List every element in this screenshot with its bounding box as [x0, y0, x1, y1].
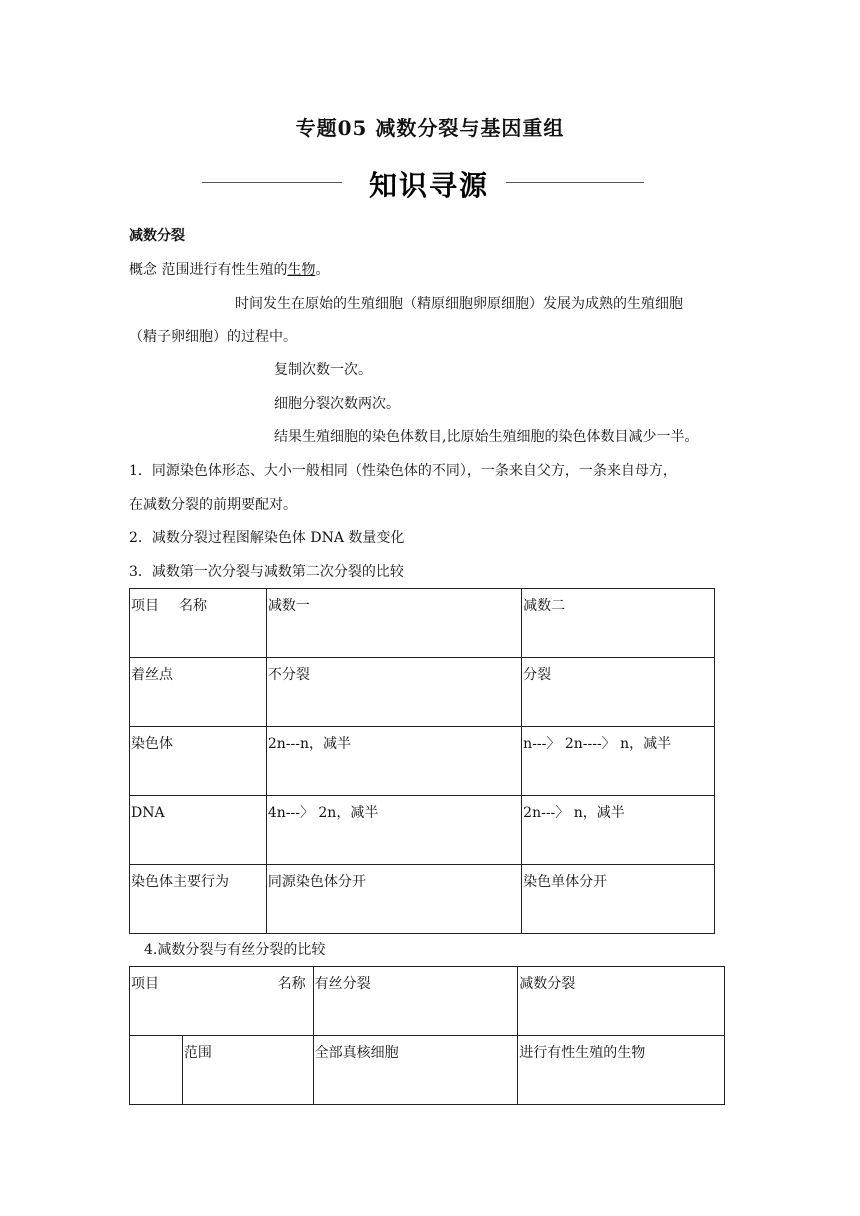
table-cell: 2n---〉 n，减半 [522, 796, 715, 865]
row-label: 染色体主要行为 [130, 865, 267, 934]
page-title: 专题05 减数分裂与基因重组 [295, 116, 565, 140]
table-cell: 2n---n，减半 [266, 727, 521, 796]
concept-scope-underlined: 生物 [287, 262, 316, 278]
point-1-line2: 在减数分裂的前期要配对。 [129, 497, 297, 513]
table-row [130, 865, 715, 934]
table-cell: 进行有性生殖的生物 [518, 1036, 725, 1105]
table-header-cell: 减数二 [522, 589, 715, 658]
table-cell: 全部真核细胞 [313, 1036, 518, 1105]
table-header-cell [130, 589, 267, 658]
header-item: 项目 [131, 598, 159, 614]
point-2: 2．减数分裂过程图解染色体 DNA 数量变化 [129, 530, 405, 546]
row-label: DNA [130, 796, 267, 865]
banner-rule-right [506, 182, 644, 183]
concept-replication: 复制次数一次。 [274, 362, 372, 378]
concept-result: 结果生殖细胞的染色体数目,比原始生殖细胞的染色体数目减少一半。 [274, 429, 699, 445]
table-cell: 分裂 [522, 658, 715, 727]
concept-scope-line [129, 260, 329, 280]
table-row [130, 658, 715, 727]
row-label: 染色体 [130, 727, 267, 796]
banner-text: 知识寻源 [368, 169, 489, 202]
header-name: 名称 [179, 598, 207, 614]
table-header-cell: 有丝分裂 [313, 967, 518, 1036]
table-header-cell: 减数一 [266, 589, 521, 658]
point-1-line1: 1．同源染色体形态、大小一般相同（性染色体的不同），一条来自父方，一条来自母方， [129, 463, 677, 479]
concept-scope-text: 范围进行有性生殖的 [161, 262, 288, 278]
mitosis-meiosis-comparison-table [129, 966, 725, 1105]
concept-label: 概念 [129, 262, 157, 278]
header-item: 项目 [131, 976, 159, 992]
table-cell: 不分裂 [266, 658, 521, 727]
concept-division: 细胞分裂次数两次。 [274, 396, 400, 412]
table-row [130, 1036, 725, 1105]
concept-scope-end: 。 [315, 262, 330, 278]
concept-time-line2: （精子卵细胞）的过程中。 [129, 329, 297, 345]
table-cell: 4n---〉 2n，减半 [266, 796, 521, 865]
table-header-row [130, 967, 725, 1036]
table-cell: n---〉 2n----〉 n，减半 [522, 727, 715, 796]
table-cell: 同源染色体分开 [266, 865, 521, 934]
section-heading: 减数分裂 [129, 228, 185, 244]
header-name: 名称 [277, 976, 306, 992]
row-label: 范围 [182, 1036, 313, 1105]
section-banner [0, 164, 860, 204]
meiosis-comparison-table [129, 588, 715, 934]
table-header-row [130, 589, 715, 658]
table-row [130, 727, 715, 796]
banner-rule-left [202, 182, 342, 183]
table-header-cell [130, 967, 314, 1036]
point-4: 4.减数分裂与有丝分裂的比较 [144, 942, 326, 958]
table-header-cell: 减数分裂 [518, 967, 725, 1036]
table-cell: 染色单体分开 [522, 865, 715, 934]
table-cell-empty [130, 1036, 183, 1105]
row-label: 着丝点 [130, 658, 267, 727]
table-row [130, 796, 715, 865]
point-3: 3．减数第一次分裂与减数第二次分裂的比较 [129, 564, 404, 580]
concept-time-line1: 时间发生在原始的生殖细胞（精原细胞卵原细胞）发展为成熟的生殖细胞 [235, 296, 683, 312]
